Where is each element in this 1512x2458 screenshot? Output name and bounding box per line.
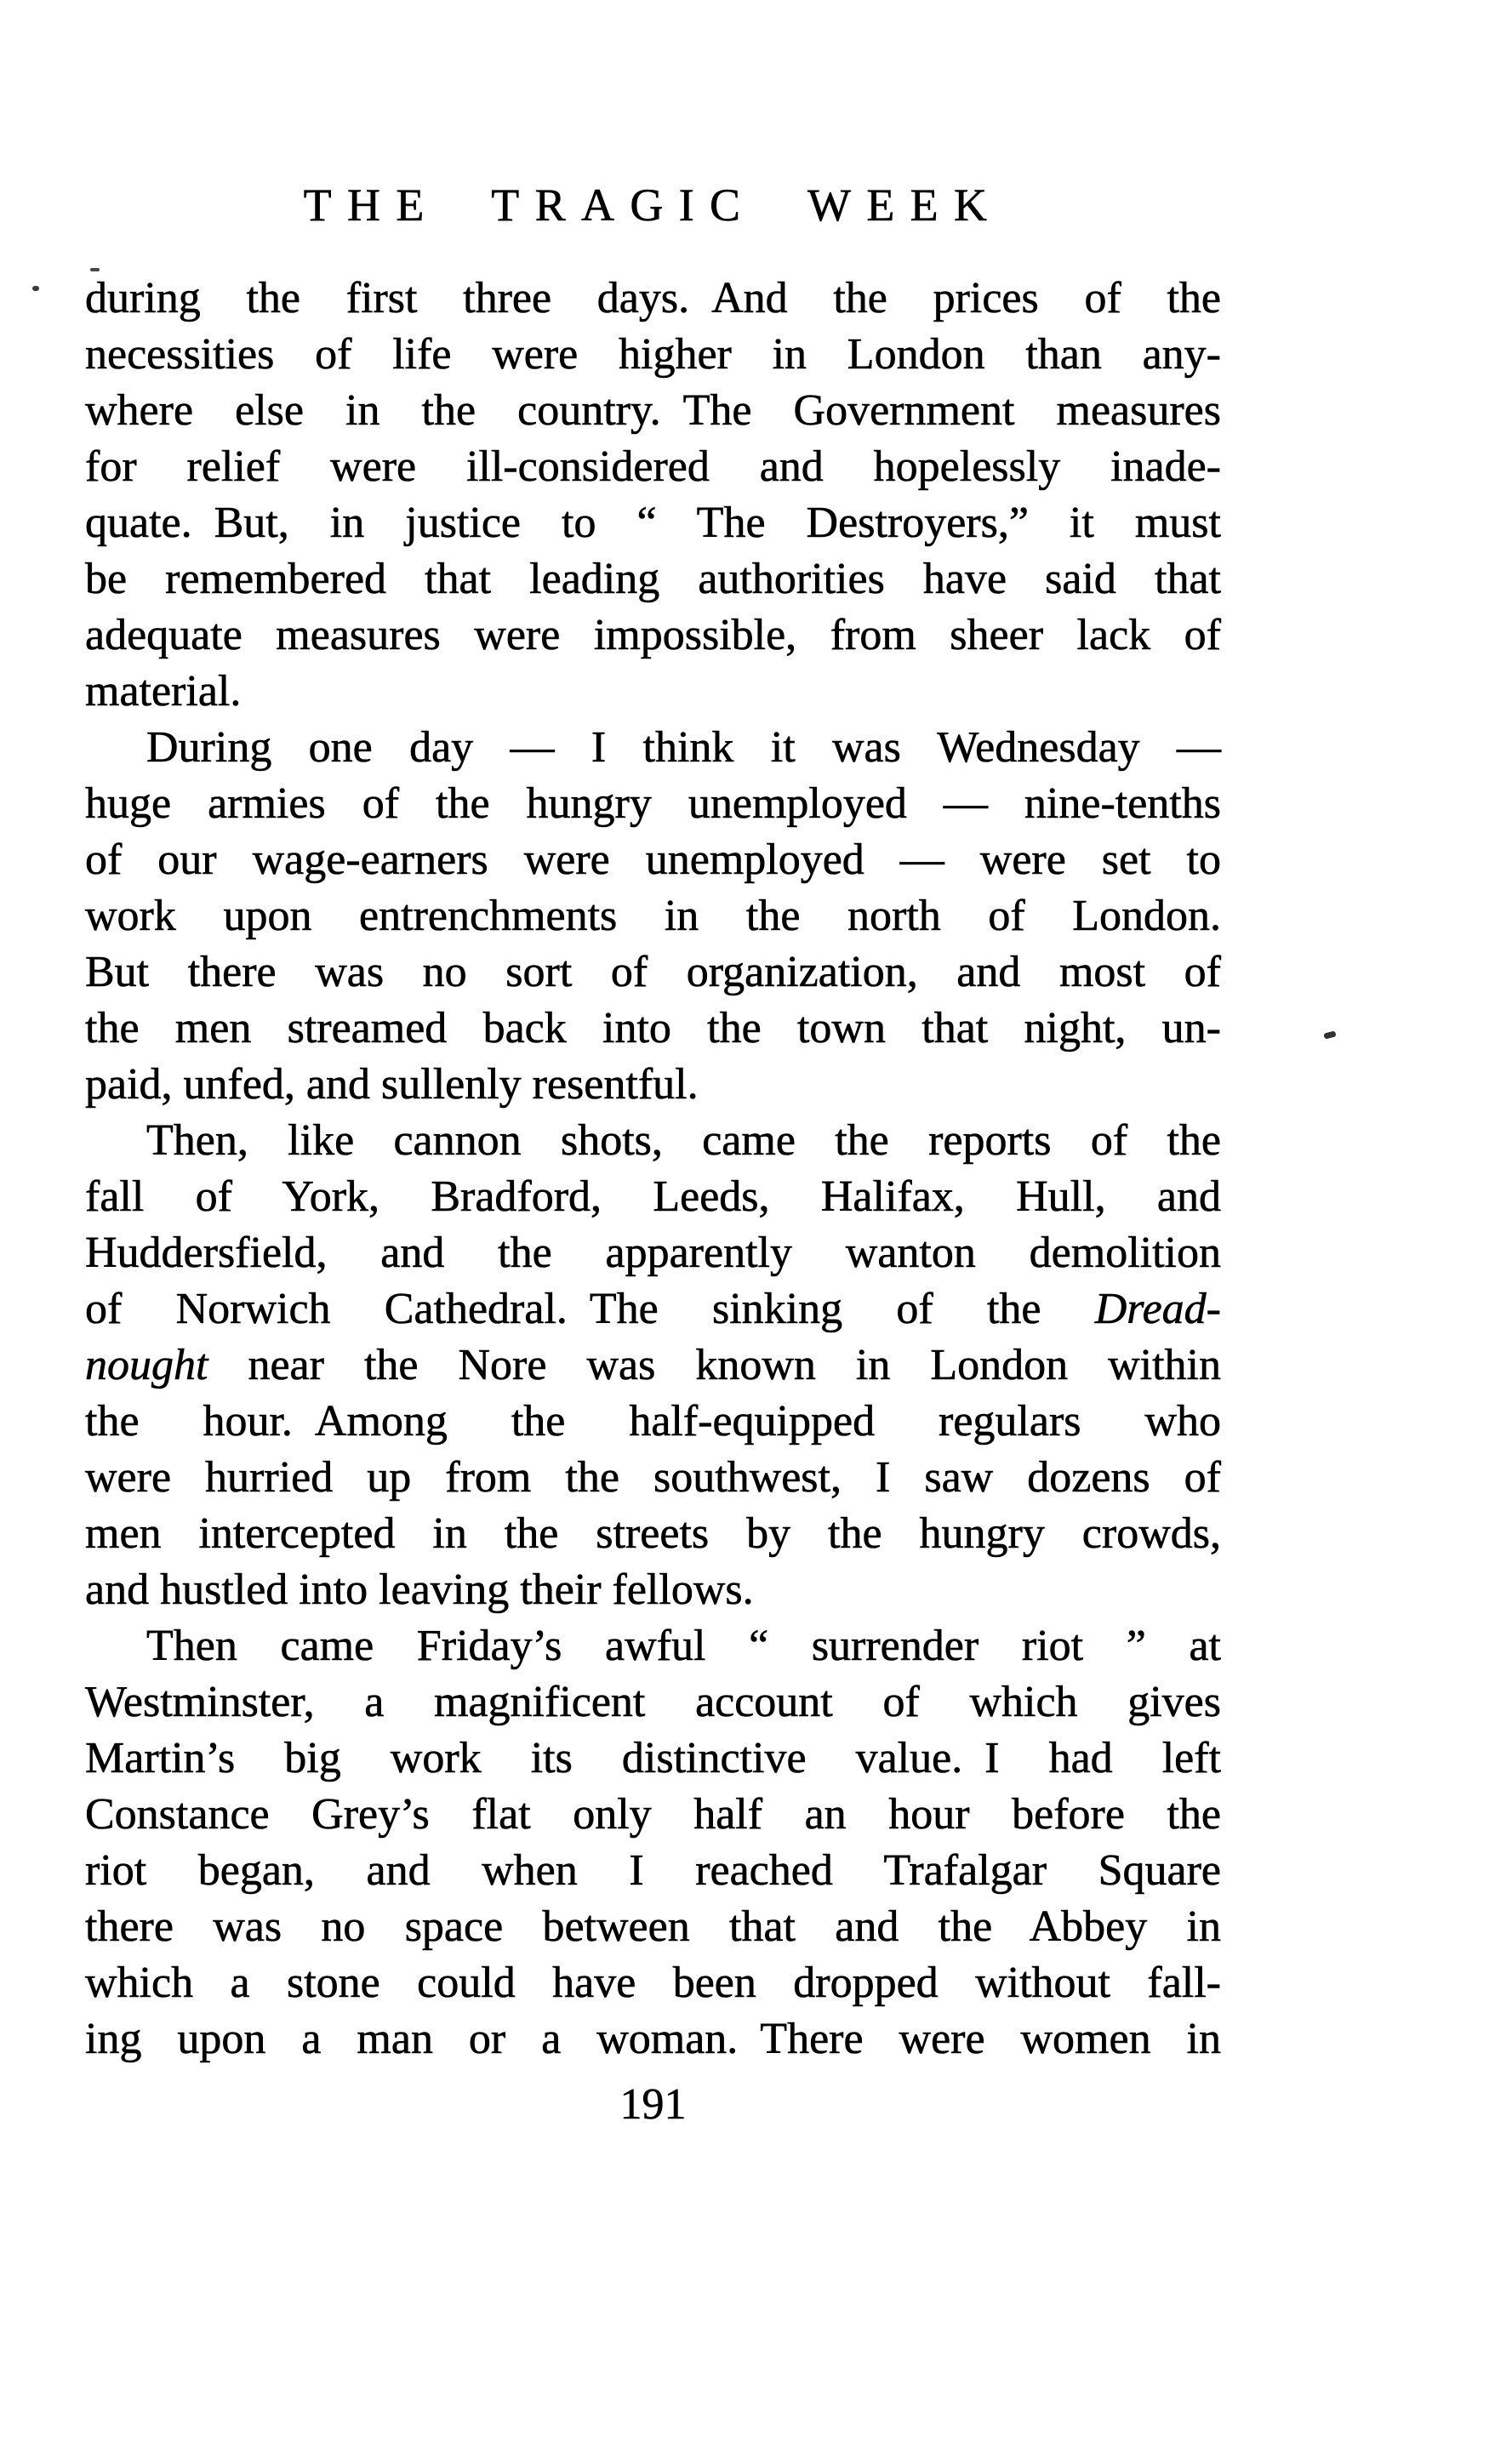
text-line: for relief were ill-considered and hopelessly inade- — [85, 442, 1221, 491]
text-line: paid, unfed, and sullenly resentful. — [85, 1060, 699, 1109]
text-line: the hour. Among the half-equipped regulars who — [85, 1397, 1221, 1446]
text-line: Martin’s big work its distinctive value. I had left — [85, 1734, 1221, 1782]
text-line: Westminster, a magnificent account of which gives — [85, 1678, 1221, 1726]
page-number: 191 — [619, 2080, 687, 2129]
text-line: adequate measures were impossible, from sheer lack of — [85, 611, 1221, 659]
scan-speck — [32, 286, 39, 291]
text-line: were hurried up from the southwest, I saw dozens of — [85, 1453, 1221, 1502]
text-line: which a stone could have been dropped without fall- — [85, 1959, 1221, 2007]
text-line — [85, 1337, 1221, 1394]
text-line — [85, 1281, 1221, 1337]
text-line: necessities of life were higher in London than any- — [85, 330, 1221, 379]
text-line: Huddersfield, and the apparently wanton demolition — [85, 1229, 1221, 1277]
text-line: be remembered that leading authorities have said that — [85, 555, 1221, 603]
scan-speck — [1323, 1030, 1336, 1039]
text-line: where else in the country. The Government measures — [85, 386, 1221, 435]
text-line: huge armies of the hungry unemployed — nine-tenths — [85, 779, 1221, 828]
text-line: men intercepted in the streets by the hungry crowds, — [85, 1509, 1221, 1558]
text-line: ing upon a man or a woman. There were women in — [85, 2015, 1221, 2063]
running-head — [85, 180, 1221, 231]
text-line: Then, like cannon shots, came the reports of the — [146, 1116, 1221, 1165]
text-line: Then came Friday’s awful “ surrender riot ” at — [146, 1622, 1221, 1670]
text-line: riot began, and when I reached Trafalgar Square — [85, 1846, 1221, 1895]
page-title: THE TRAGIC WEEK — [303, 180, 1003, 231]
text-run: of Norwich Cathedral. The sinking of the — [85, 1285, 1095, 1333]
text-line: there was no space between that and the Abbey in — [85, 1902, 1221, 1951]
body-text — [85, 271, 1221, 2067]
italic-text: nought — [85, 1341, 208, 1389]
text-run: near the Nore was known in London within — [208, 1341, 1221, 1389]
text-line: During one day — I think it was Wednesday — — [146, 723, 1221, 772]
scan-speck — [90, 268, 100, 271]
text-line: Constance Grey’s flat only half an hour before the — [85, 1790, 1221, 1839]
text-line: the men streamed back into the town that night, un- — [85, 1004, 1221, 1052]
text-line: material. — [85, 667, 242, 716]
text-line: work upon entrenchments in the north of London. — [85, 892, 1221, 940]
text-line: fall of York, Bradford, Leeds, Halifax, Hull, and — [85, 1172, 1221, 1221]
text-line: and hustled into leaving their fellows. — [85, 1565, 754, 1614]
text-line: But there was no sort of organization, and most of — [85, 948, 1221, 996]
text-line: during the first three days. And the prices of the — [85, 274, 1221, 322]
text-line: quate. But, in justice to “ The Destroyers,” it must — [85, 499, 1221, 547]
text-line: of our wage-earners were unemployed — were set to — [85, 835, 1221, 884]
italic-text: Dread- — [1094, 1285, 1221, 1333]
